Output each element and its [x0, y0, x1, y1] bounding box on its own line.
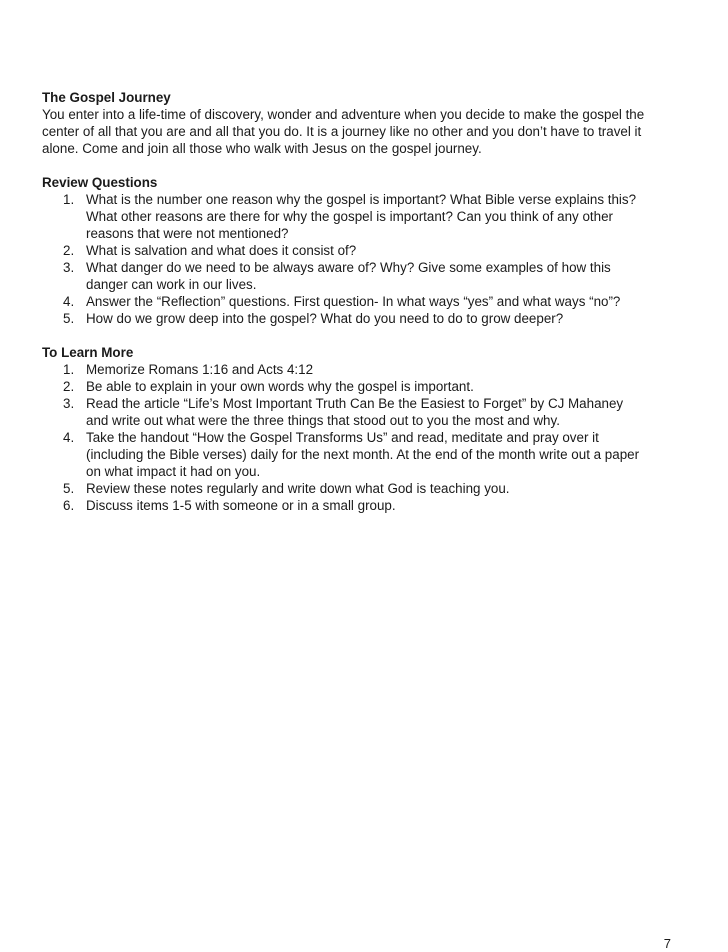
item-text: Discuss items 1-5 with someone or in a small group. — [86, 498, 396, 513]
item-text: What danger do we need to be always aware of? Why? Give some examples of how this danger can work in our lives. — [86, 260, 611, 292]
gospel-journey-section — [42, 89, 690, 157]
item-text: Read the article “Life’s Most Important Truth Can Be the Easiest to Forget” by CJ Mahaney and write out what were the three things that stood out to you the most and why. — [86, 396, 624, 428]
list-item — [42, 497, 690, 514]
gospel-journey-heading: The Gospel Journey — [42, 90, 171, 105]
item-number: 3. — [63, 396, 75, 411]
learn-more-section — [42, 344, 690, 514]
list-item — [42, 429, 690, 480]
item-text: Take the handout “How the Gospel Transforms Us” and read, meditate and pray over it (including the Bible verses) daily for the next month. At the end of the month write out a paper on what impact it had on you. — [86, 430, 640, 479]
item-number: 4. — [63, 294, 75, 309]
item-number: 2. — [63, 243, 75, 258]
list-item — [42, 310, 690, 327]
item-number: 5. — [63, 311, 75, 326]
list-item — [42, 242, 690, 259]
item-number: 4. — [63, 430, 75, 445]
item-text: Memorize Romans 1:16 and Acts 4:12 — [86, 362, 314, 377]
item-text: Be able to explain in your own words why the gospel is important. — [86, 379, 474, 394]
list-item — [42, 293, 690, 310]
review-questions-list — [42, 191, 690, 327]
list-item — [42, 395, 690, 429]
learn-more-list — [42, 361, 690, 514]
item-text: Review these notes regularly and write down what God is teaching you. — [86, 481, 510, 496]
item-number: 3. — [63, 260, 75, 275]
page-number: 7 — [663, 936, 671, 951]
item-number: 2. — [63, 379, 75, 394]
item-number: 1. — [63, 192, 75, 207]
review-questions-heading: Review Questions — [42, 175, 158, 190]
list-item — [42, 259, 690, 293]
item-text: How do we grow deep into the gospel? What do you need to do to grow deeper? — [86, 311, 564, 326]
section-spacer — [42, 327, 690, 344]
item-number: 5. — [63, 481, 75, 496]
list-item — [42, 361, 690, 378]
list-item — [42, 480, 690, 497]
document-page — [42, 89, 690, 514]
item-text: What is salvation and what does it consist of? — [86, 243, 357, 258]
review-questions-section — [42, 174, 690, 327]
item-number: 6. — [63, 498, 75, 513]
item-text: What is the number one reason why the gospel is important? What Bible verse explains this? What other reasons are there for why the gospel is important? Can you think of any other reasons that were not mentioned? — [86, 192, 637, 241]
section-spacer — [42, 157, 690, 174]
list-item — [42, 378, 690, 395]
item-text: Answer the “Reflection” questions. First question- In what ways “yes” and what ways “no”? — [86, 294, 621, 309]
list-item — [42, 191, 690, 242]
learn-more-heading: To Learn More — [42, 345, 134, 360]
gospel-journey-paragraph: You enter into a life-time of discovery, wonder and adventure when you decide to make the gospel the center of all that you are and all that you do. It is a journey like no other and you don’t have to travel it alone. Come and join all those who walk with Jesus on the gospel journey. — [42, 107, 645, 156]
item-number: 1. — [63, 362, 75, 377]
